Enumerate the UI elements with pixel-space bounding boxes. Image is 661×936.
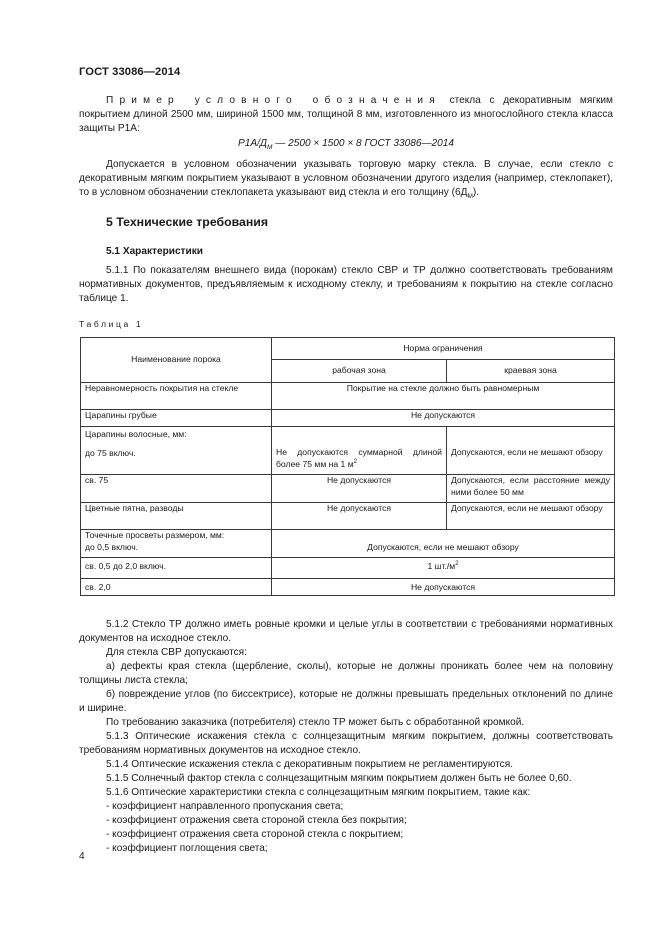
table-row-value: Не допускаются [272,410,615,427]
paragraph-5-1-6: 5.1.6 Оптические характеристики стекла с солнцезащитным мягким покрытием, такие как: [106,787,531,798]
list-item: - коэффициент направленного пропускания света; [106,801,344,812]
scratch-hair-up-to-75: до 75 включ. [85,447,136,458]
formula-part-a: Р1А/Д [237,138,267,149]
paragraph-item-b: б) повреждение углов (по биссектрисе), которые не должны превышать предельных отклонений по длине и ширине. [79,689,613,714]
scratch-hair-heading: Царапины волосные, мм: [85,429,187,439]
table-header-norm: Норма ограничения [272,338,615,360]
table-row-value: Не допускаются [272,503,447,530]
table-row-value: Допускаются, если не мешают обзору [272,530,615,558]
pinholes-heading: Точечные просветы размером, мм: [85,530,225,540]
pinholes-count-text: 1 шт./м [427,561,456,571]
paragraph-5-1-5: 5.1.5 Солнечный фактор стекла с солнцезащитным мягким покрытием должен быть не более 0,60. [106,773,572,784]
example-text: стекла с декоративным мягким покрытием длиной 2500 мм, шириной 1500 мм, толщиной 8 мм, изготовленного из многослойного стекла класса защиты Р1А: [79,95,613,134]
paragraph-item-a: а) дефекты края стекла (щербление, сколы), которые не должны проникать более чем на половину толщины листа стекла; [79,661,613,686]
formula-subscript: М [266,144,273,152]
page-number: 4 [79,851,85,862]
document-header: ГОСТ 33086—2014 [79,66,181,78]
table-row-value [272,558,615,579]
table-row-value: Допускаются, если расстояние между ними более 50 мм [447,475,615,503]
table-row-name: св. 2,0 [81,579,272,596]
paragraph-5-1-2: 5.1.2 Стекло ТР должно иметь ровные кромки и целые углы в соответствии с требованиями нормативных документов на исходное стекло. [79,619,613,644]
scratch-work-zone-sup: 2 [353,458,357,465]
subsection-title: 5.1 Характеристики [106,246,203,257]
trademark-subscript: М [467,193,473,201]
formula-part-b: — 2500 × 1500 × 8 ГОСТ 33086—2014 [272,138,454,149]
paragraph-5-1-1: 5.1.1 По показателям внешнего вида (порокам) стекло СВР и ТР должно соответствовать требованиям нормативных документов, предъявляемым к исходному стеклу, и требованиям к покрытию на стекле согласно таблице 1. [79,265,613,304]
trademark-text-end: ). [472,187,480,198]
table-header-work-zone: рабочая зона [272,360,447,383]
trademark-paragraph [79,158,613,200]
table-row-name: св. 75 [81,475,272,503]
list-item: - коэффициент поглощения света; [106,843,268,854]
table-row-value [272,427,447,475]
table-row-value: Покрытие на стекле должно быть равномерным [272,383,615,410]
table-row-value: Не допускаются [272,475,447,503]
table-header-defect: Наименование порока [81,338,272,383]
paragraph-5-1-4: 5.1.4 Оптические искажения стекла с декоративным покрытием не регламентируются. [106,759,513,770]
table-row-value: Не допускаются [272,579,615,596]
trademark-text: Допускается в условном обозначении указывать торговую марку стекла. В случае, если стекло с декоративным мягким покрытием указывают в условном обозначении другого изделия (например, стеклопакет), то в условном обозначении стеклопакета указывают вид стекла и его толщину (6Д [79,159,613,198]
list-item: - коэффициент отражения света стороной стекла без покрытия; [106,815,407,826]
table-header-edge-zone: краевая зона [447,360,615,383]
example-label: Пример условного обозначения [106,95,441,106]
section-title: 5 Технические требования [106,215,268,229]
table-row-name: Царапины грубые [81,410,272,427]
paragraph-5-1-3: 5.1.3 Оптические искажения стекла с солнцезащитным мягким покрытием, должны соответствовать требованиям нормативных документов на исходное стекло. [79,731,613,756]
table-row-value: Допускаются, если не мешают обзору [447,503,615,530]
table-row-name [81,427,272,475]
table-caption: Таблица 1 [79,319,144,329]
table-row-name: св. 0,5 до 2,0 включ. [81,558,272,579]
table-row-value: Допускаются, если не мешают обзору [447,427,615,475]
designation-formula [79,138,613,152]
pinholes-up-to-0-5: до 0,5 включ. [85,541,139,552]
scratch-work-zone-text: Не допускаются суммарной длиной более 75 мм на 1 м [276,447,442,469]
list-item: - коэффициент отражения света стороной стекла с покрытием; [106,829,404,840]
paragraph-svr: Для стекла СВР допускаются: [106,647,247,658]
table-row-name [81,530,272,558]
example-paragraph [79,94,613,136]
table-row-name: Неравномерность покрытия на стекле [81,383,272,410]
table-row-name: Цветные пятна, разводы [81,503,272,530]
pinholes-count-sup: 2 [455,561,459,568]
paragraph-order: По требованию заказчика (потребителя) стекло ТР может быть с обработанной кромкой. [106,717,525,728]
defects-table [80,337,615,596]
